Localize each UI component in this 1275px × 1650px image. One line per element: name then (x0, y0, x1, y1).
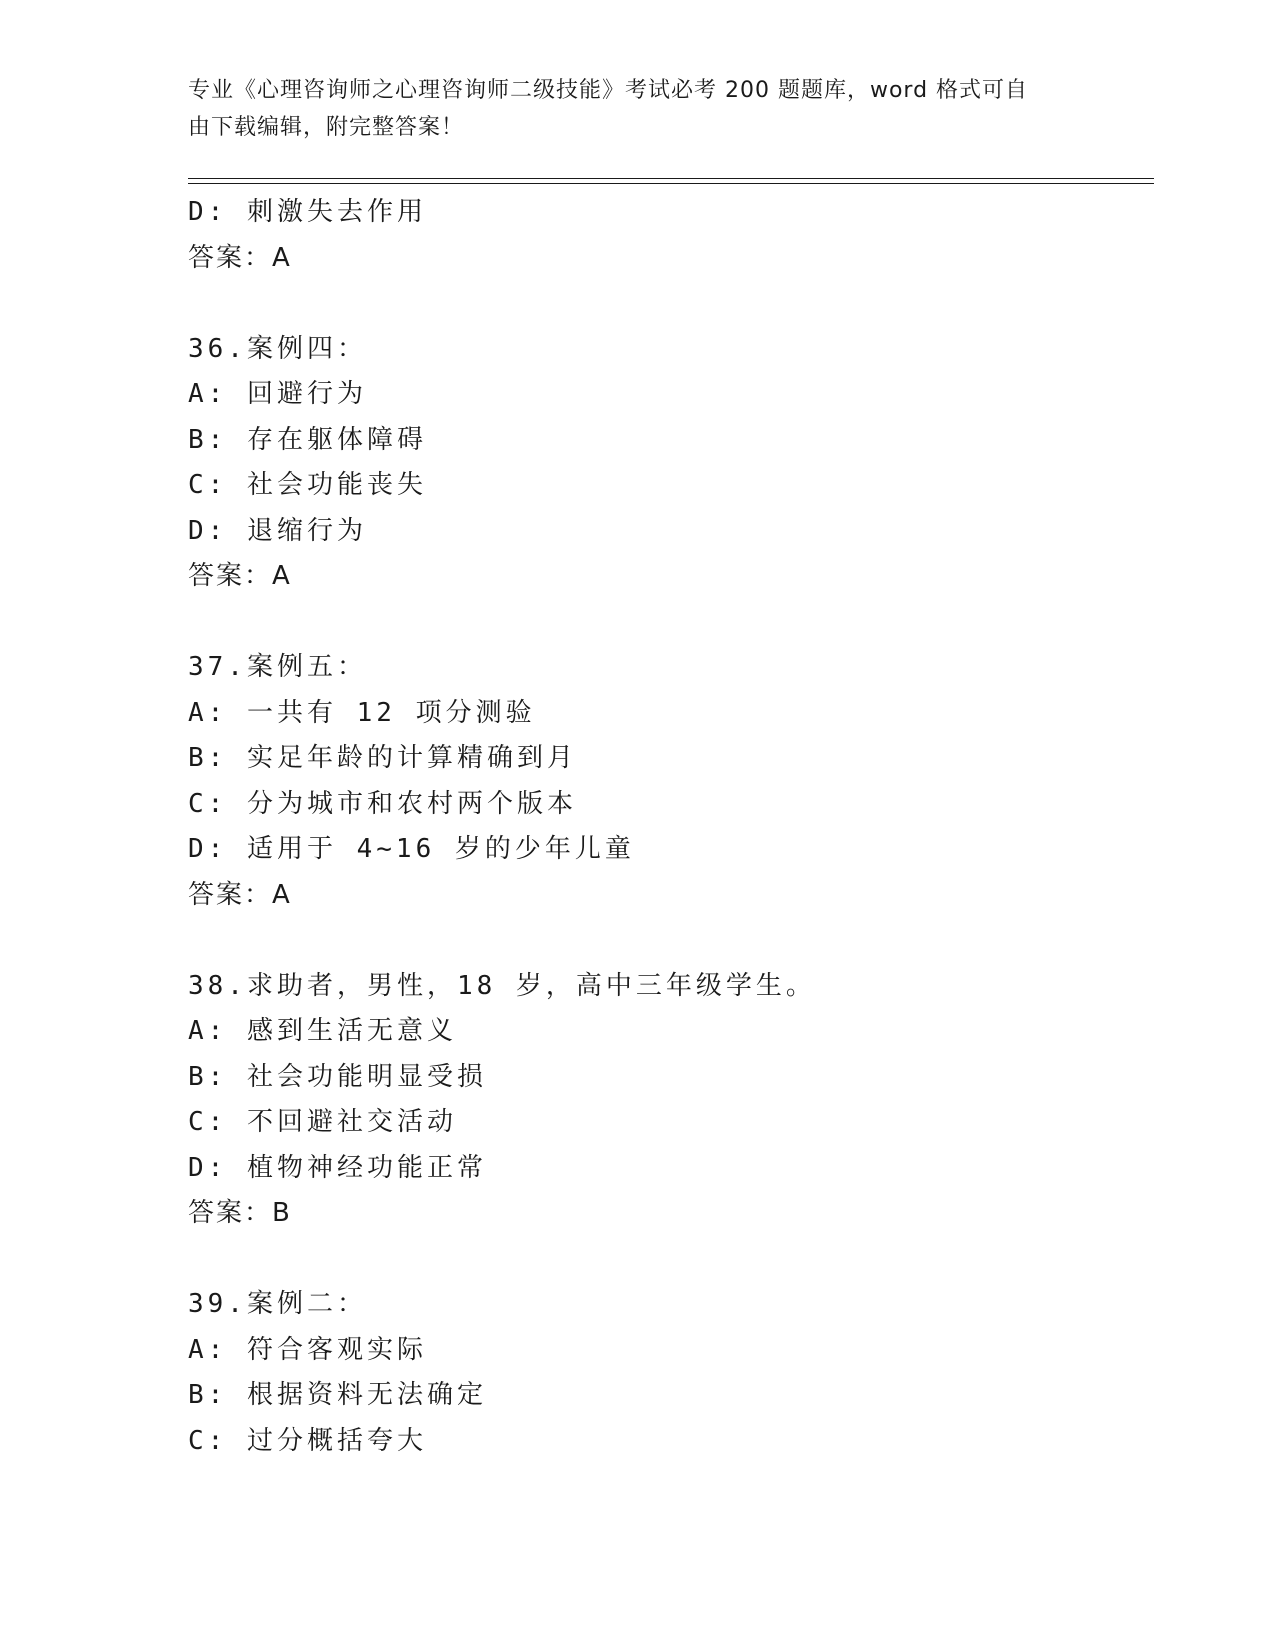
header-divider-top (188, 178, 1154, 179)
header-divider-bottom (188, 183, 1154, 184)
option-c: C: 不回避社交活动 (188, 1107, 457, 1137)
option-d: D: 退缩行为 (188, 515, 367, 546)
question-38 (188, 964, 1148, 1237)
spacer (188, 281, 1148, 327)
option-c: C: 分为城市和农村两个版本 (188, 788, 577, 819)
option-d: D: 刺激失去作用 (188, 197, 427, 227)
option-d: D: 适用于 4~16 岁的少年儿童 (188, 834, 635, 864)
question-stem: 39.案例二： (188, 1289, 367, 1319)
spacer (188, 918, 1148, 964)
question-36 (188, 327, 1148, 600)
document-header (188, 72, 1068, 146)
option-b: B: 根据资料无法确定 (188, 1380, 487, 1410)
question-stem: 38.求助者，男性，18 岁，高中三年级学生。 (188, 970, 816, 1001)
option-b: B: 存在躯体障碍 (188, 424, 427, 455)
option-b: B: 社会功能明显受损 (188, 1061, 487, 1092)
spacer (188, 600, 1148, 646)
question-stem: 36.案例四： (188, 333, 367, 364)
answer-line: 答案：A (188, 879, 292, 910)
spacer (188, 1237, 1148, 1283)
question-37 (188, 645, 1148, 918)
header-line-1: 专业《心理咨询师之心理咨询师二级技能》考试必考 200 题题库，word 格式可自 (188, 78, 1029, 103)
option-a: A: 感到生活无意义 (188, 1016, 457, 1046)
option-c: C: 过分概括夸大 (188, 1425, 427, 1456)
option-a: A: 回避行为 (188, 379, 367, 409)
option-a: A: 符合客观实际 (188, 1334, 427, 1365)
answer-line: 答案：A (188, 242, 292, 273)
question-39 (188, 1282, 1148, 1464)
option-c: C: 社会功能丧失 (188, 470, 427, 500)
question-list (188, 190, 1148, 1464)
option-d: D: 植物神经功能正常 (188, 1152, 487, 1183)
answer-line: 答案：B (188, 1198, 292, 1228)
header-line-2: 由下载编辑，附完整答案！ (188, 115, 465, 140)
option-b: B: 实足年龄的计算精确到月 (188, 743, 577, 773)
question-stem: 37.案例五： (188, 652, 367, 682)
answer-line: 答案：A (188, 561, 292, 591)
option-a: A: 一共有 12 项分测验 (188, 697, 536, 728)
